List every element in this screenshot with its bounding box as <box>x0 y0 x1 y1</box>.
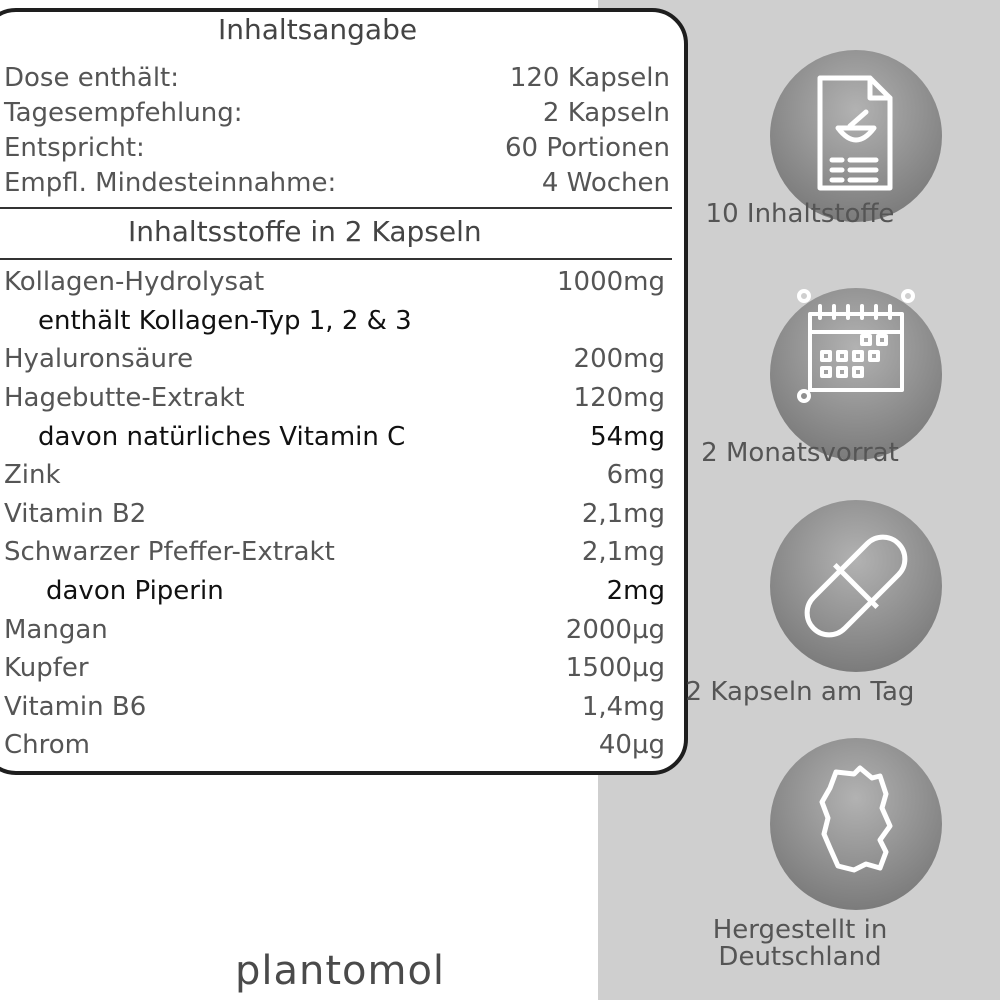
summary-value: 4 Wochen <box>541 168 670 198</box>
ingredient-amount: 2,1mg <box>581 537 665 567</box>
feature-badge <box>770 288 942 460</box>
section-divider <box>0 207 672 209</box>
ingredient-name: Hagebutte-Extrakt <box>4 383 245 413</box>
ingredient-name: Kollagen-Hydrolysat <box>4 267 265 297</box>
ingredient-amount: 200mg <box>573 344 665 374</box>
capsule-icon <box>770 500 942 672</box>
ingredients-title: Inhaltsstoffe in 2 Kapseln <box>128 215 482 248</box>
ingredient-sub-amount: 54mg <box>590 422 665 452</box>
ingredient-sub-name: davon Piperin <box>46 576 224 606</box>
feature-label: 2 Kapseln am Tag <box>685 677 915 707</box>
feature-badge <box>770 50 942 222</box>
feature-label: Hergestellt in Deutschland <box>712 915 888 973</box>
summary-value: 120 Kapseln <box>509 63 670 93</box>
ingredient-amount: 2000µg <box>565 615 665 645</box>
feature-label: 2 Monatsvorrat <box>701 438 899 468</box>
ingredient-amount: 40µg <box>598 730 665 760</box>
calendar-icon <box>770 288 942 460</box>
ingredient-sub-amount: 2mg <box>606 576 665 606</box>
summary-title: Inhaltsangabe <box>218 13 418 46</box>
germany-map-icon <box>770 738 942 910</box>
summary-label: Dose enthält: <box>4 63 179 93</box>
document-icon <box>770 50 942 222</box>
ingredient-name: Schwarzer Pfeffer-Extrakt <box>4 537 335 567</box>
brand-logo: plantomol <box>234 948 446 994</box>
ingredient-amount: 1500µg <box>565 653 665 683</box>
ingredient-name: Chrom <box>4 730 90 760</box>
ingredient-amount: 6mg <box>606 460 665 490</box>
summary-value: 2 Kapseln <box>542 98 670 128</box>
summary-label: Tagesempfehlung: <box>4 98 243 128</box>
summary-label: Entspricht: <box>4 133 145 163</box>
feature-label: 10 Inhaltstoffe <box>705 199 895 229</box>
feature-badge <box>770 738 942 910</box>
ingredient-name: Vitamin B6 <box>4 692 147 722</box>
summary-label: Empfl. Mindesteinnahme: <box>4 168 337 198</box>
ingredient-amount: 1,4mg <box>581 692 665 722</box>
ingredient-name: Kupfer <box>4 653 89 683</box>
ingredient-amount: 120mg <box>573 383 665 413</box>
ingredient-amount: 2,1mg <box>581 499 665 529</box>
ingredient-name: Zink <box>4 460 61 490</box>
ingredient-sub-name: davon natürliches Vitamin C <box>38 422 406 452</box>
ingredient-name: Hyaluronsäure <box>4 344 194 374</box>
summary-value: 60 Portionen <box>505 133 670 163</box>
section-divider <box>0 258 672 260</box>
ingredient-amount: 1000mg <box>557 267 665 297</box>
ingredient-name: Mangan <box>4 615 108 645</box>
ingredient-name: Vitamin B2 <box>4 499 147 529</box>
ingredient-note: enthält Kollagen-Typ 1, 2 & 3 <box>38 306 412 336</box>
feature-badge <box>770 500 942 672</box>
